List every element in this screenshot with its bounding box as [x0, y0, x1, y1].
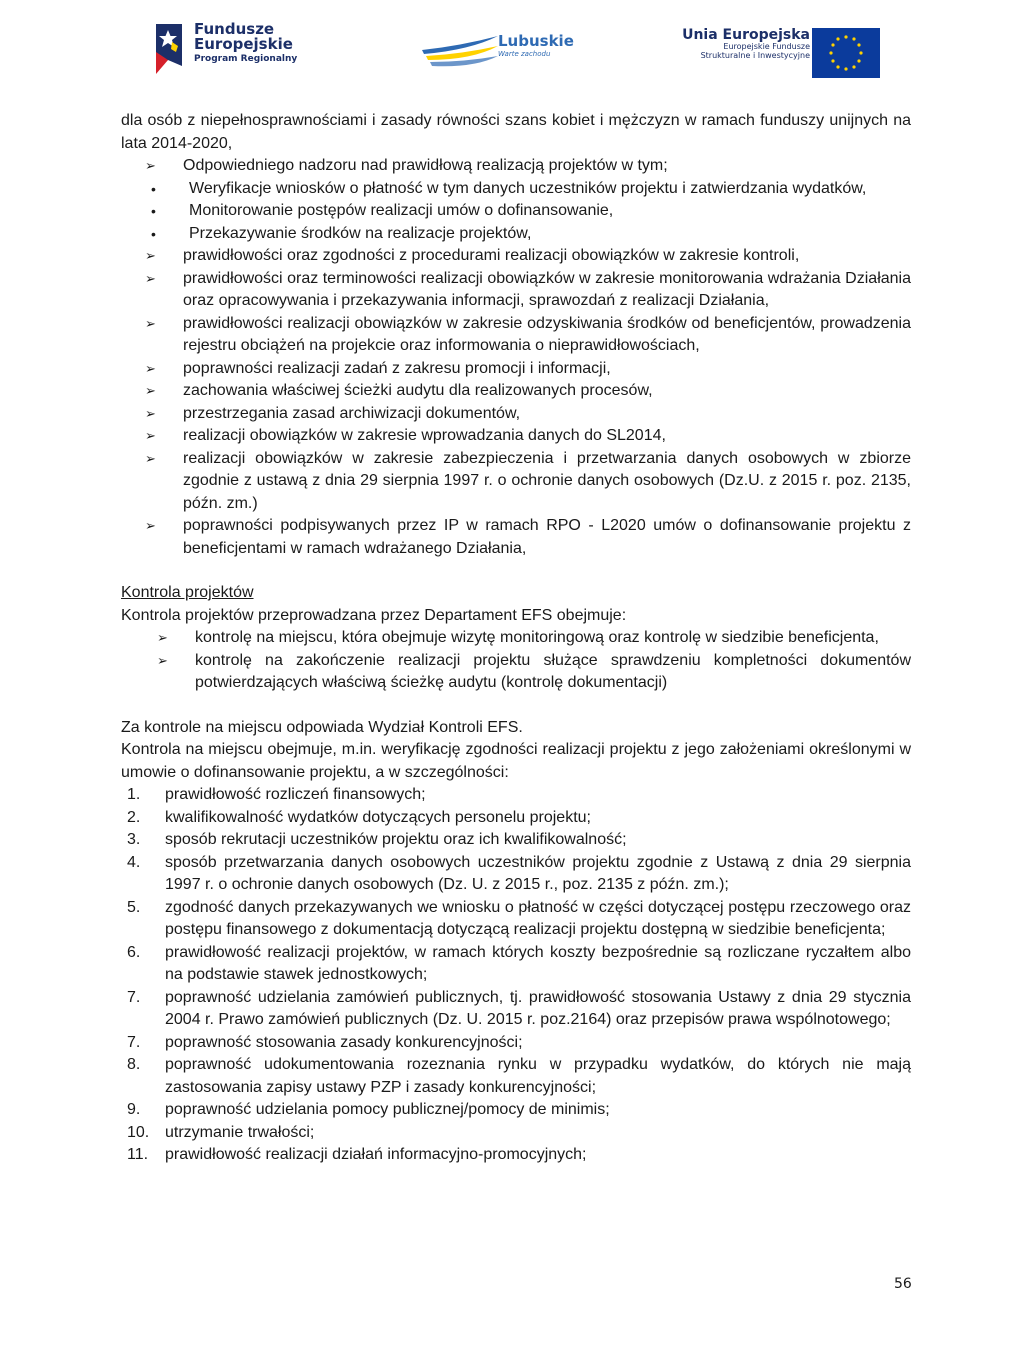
list-item-text: poprawności podpisywanych przez IP w ramach RPO - L2020 umów o dofinansowanie projektu z beneficjentami w ramach wdrażanego Działania,: [183, 517, 911, 557]
list-item: [121, 515, 911, 560]
eu-flag-icon: [812, 28, 880, 78]
bullet-arrow-icon: ➢: [145, 315, 156, 331]
list-number: 2.: [127, 808, 141, 826]
list-item-text: prawidłowości oraz terminowości realizacji obowiązków w zakresie monitorowania wdrażania Działania oraz opracowywania i przekazywania informacji, sprawozdań z realizacji Działania,: [183, 269, 911, 309]
bullet-arrow-icon: ➢: [145, 383, 156, 398]
list-item-text: poprawność stosowania zasady konkurencyjności;: [165, 1033, 523, 1051]
fe-flag-icon: [152, 22, 188, 76]
list-item: [121, 1032, 911, 1055]
list-item-text: realizacji obowiązków w zakresie zabezpieczenia i przetwarzania danych osobowych w zbiorze zgodnie z ustawą z dnia 29 sierpnia 1997 r. o ochronie danych osobowych (Dz.U. z 2015 r. poz. 2135, późn. zm.): [183, 449, 911, 512]
list-number: 5.: [127, 898, 141, 916]
intro-paragraph: dla osób z niepełnosprawnościami i zasady równości szans kobiet i mężczyzn w ramach funduszy unijnych na lata 2014-2020,: [121, 112, 911, 152]
list-item-text: poprawność udokumentowania rozeznania rynku w przypadku wydatków, do których nie mają zastosowania zapisy ustawy PZP i zasady konkurencyjności;: [165, 1056, 911, 1096]
list-item: [121, 1144, 911, 1167]
list-item-text: poprawność udzielania pomocy publicznej/pomocy de minimis;: [165, 1101, 610, 1118]
bullet-arrow-icon: ➢: [145, 248, 156, 263]
list-item: [121, 223, 911, 246]
lubuskie-logo: [420, 28, 574, 78]
list-item-text: zgodność danych przekazywanych we wniosku o płatność w części dotyczącej postępu rzeczowego oraz postępu finansowego z dokumentacją dotyczącą realizacji projektu dostępną w siedzibie beneficjenta;: [165, 898, 911, 938]
list-item: [121, 987, 911, 1032]
list-item-text: prawidłowości realizacji obowiązków w zakresie odzyskiwania środków od beneficjentów, prowadzenia rejestru obciążeń na projekcie oraz informowania o nieprawidłowościach,: [183, 314, 911, 354]
list-item: [121, 1122, 911, 1145]
list-item-text: Przekazywanie środków na realizacje projektów,: [189, 224, 532, 242]
bullet-dot-icon: •: [151, 180, 156, 197]
bullet-arrow-icon: ➢: [145, 428, 156, 443]
lubuskie-slogan: Warte zachodu: [498, 50, 551, 58]
list-item: [121, 897, 911, 942]
list-item: [121, 178, 911, 201]
bullet-arrow-icon: ➢: [145, 450, 156, 466]
list-item: [121, 807, 911, 830]
ue-text-block: [682, 28, 810, 61]
list-item-text: kontrolę na zakończenie realizacji projektu służące sprawdzeniu kompletności dokumentów potwierdzających właściwą ścieżkę audytu (kontrolę dokumentacji): [195, 651, 911, 691]
list-item-text: prawidłowość rozliczeń finansowych;: [165, 786, 426, 803]
list-item: [121, 403, 911, 426]
verification-numbered-list: [121, 784, 911, 1167]
list-number: 1.: [127, 786, 141, 803]
list-item-text: poprawności realizacji zadań z zakresu promocji i informacji,: [183, 359, 611, 377]
control-types-list: [121, 627, 911, 695]
list-item-text: kontrolę na miejscu, która obejmuje wizytę monitoringową oraz kontrolę w siedzibie beneficjenta,: [195, 629, 879, 646]
page-number: 56: [894, 1276, 912, 1292]
ue-line1: Unia Europejska: [682, 27, 810, 43]
list-item: [121, 1099, 911, 1122]
bullet-arrow-icon: ➢: [145, 158, 156, 173]
bullet-arrow-icon: ➢: [157, 630, 168, 645]
list-item-text: sposób przetwarzania danych osobowych uczestników projektu zgodnie z Ustawą z dnia 29 sierpnia 1997 r. o ochronie danych osobowych (Dz. U. z 2015 r., poz. 2135 z późn. zm.);: [165, 853, 911, 893]
list-item: [121, 358, 911, 381]
list-item-text: Weryfikacje wniosków o płatność w tym danych uczestników projektu i zatwierdzania wydatków,: [189, 179, 867, 197]
list-number: 10.: [127, 1123, 150, 1141]
page-header: [0, 0, 1024, 90]
fe-line2: Europejskie: [194, 35, 293, 53]
bullet-dot-icon: •: [151, 203, 156, 219]
list-item: [121, 245, 911, 268]
fe-text-block: [194, 22, 297, 64]
bullet-arrow-icon: ➢: [145, 270, 156, 286]
list-item-text: prawidłowość realizacji projektów, w ramach których koszty bezpośrednie są rozliczane ryczałtem albo na podstawie stawek jednostkowych;: [165, 943, 911, 983]
responsibility-paragraph: Za kontrole na miejscu odpowiada Wydział Kontroli EFS.: [121, 718, 523, 736]
list-item-text: Odpowiedniego nadzoru nad prawidłową realizacją projektów w tym;: [183, 157, 668, 174]
lubuskie-swoosh-icon: [420, 28, 500, 78]
list-item-text: realizacji obowiązków w zakresie wprowadzania danych do SL2014,: [183, 427, 666, 444]
document-body: [121, 110, 911, 1167]
list-item-text: sposób rekrutacji uczestników projektu oraz ich kwalifikowalność;: [165, 831, 627, 848]
list-item: [121, 829, 911, 852]
bullet-arrow-icon: ➢: [157, 652, 168, 668]
list-item-text: prawidłowości oraz zgodności z procedurami realizacji obowiązków w zakresie kontroli,: [183, 247, 800, 264]
list-item: [121, 448, 911, 516]
list-item-text: prawidłowość realizacji działań informacyjno-promocyjnych;: [165, 1146, 587, 1163]
fundusze-europejskie-logo: [152, 22, 297, 76]
list-number: 9.: [127, 1101, 141, 1118]
list-item: [121, 1054, 911, 1099]
list-item: [121, 627, 911, 650]
list-item: [121, 650, 911, 695]
list-item: [121, 268, 911, 313]
list-number: 6.: [127, 943, 141, 961]
list-number: 11.: [127, 1146, 149, 1163]
bullet-dot-icon: •: [151, 225, 156, 242]
list-item: [121, 784, 911, 807]
bullet-arrow-icon: ➢: [145, 405, 156, 421]
scope-paragraph: Kontrola na miejscu obejmuje, m.in. weryfikację zgodności realizacji projektu z jego założeniami określonymi w umowie o dofinansowanie projektu, a w szczególności:: [121, 741, 911, 781]
bullet-arrow-icon: ➢: [145, 360, 156, 376]
section-title: Kontrola projektów: [121, 584, 254, 601]
list-number: 4.: [127, 853, 141, 871]
list-number: 8.: [127, 1056, 141, 1073]
list-item-text: kwalifikowalność wydatków dotyczących personelu projektu;: [165, 808, 591, 826]
bullet-arrow-icon: ➢: [145, 518, 156, 533]
list-number: 3.: [127, 831, 141, 848]
list-item-text: zachowania właściwej ścieżki audytu dla realizowanych procesów,: [183, 382, 653, 399]
lubuskie-title: Lubuskie: [498, 32, 574, 50]
list-item-text: poprawność udzielania zamówień publicznych, tj. prawidłowość stosowania Ustawy z dnia 29 stycznia 2004 r. Prawo zamówień publicznych (Dz. U. 2015 r. poz.2164) oraz przepisów prawa wspólnotowego;: [165, 988, 911, 1028]
spacer: [121, 695, 911, 717]
list-item-text: przestrzegania zasad archiwizacji dokumentów,: [183, 404, 521, 422]
list-item: [121, 942, 911, 987]
fe-line1: Fundusze: [194, 20, 275, 38]
oversight-list: [121, 155, 911, 560]
list-number: 7.: [127, 988, 141, 1006]
unia-europejska-logo: [665, 28, 880, 78]
spacer: [121, 560, 911, 582]
fe-line3: Program Regionalny: [194, 54, 298, 64]
ue-line3: Strukturalne i Inwestycyjne: [700, 51, 810, 61]
list-item: [121, 425, 911, 448]
list-number: 7.: [127, 1033, 141, 1051]
section-intro: Kontrola projektów przeprowadzana przez Departament EFS obejmuje:: [121, 606, 627, 624]
list-item: [121, 852, 911, 897]
list-item-text: utrzymanie trwałości;: [165, 1123, 315, 1141]
list-item: [121, 380, 911, 403]
list-item: [121, 313, 911, 358]
list-item: [121, 200, 911, 223]
ue-line2: Europejskie Fundusze: [723, 42, 810, 52]
list-item-text: Monitorowanie postępów realizacji umów o dofinansowanie,: [189, 202, 614, 219]
list-item: [121, 155, 911, 178]
